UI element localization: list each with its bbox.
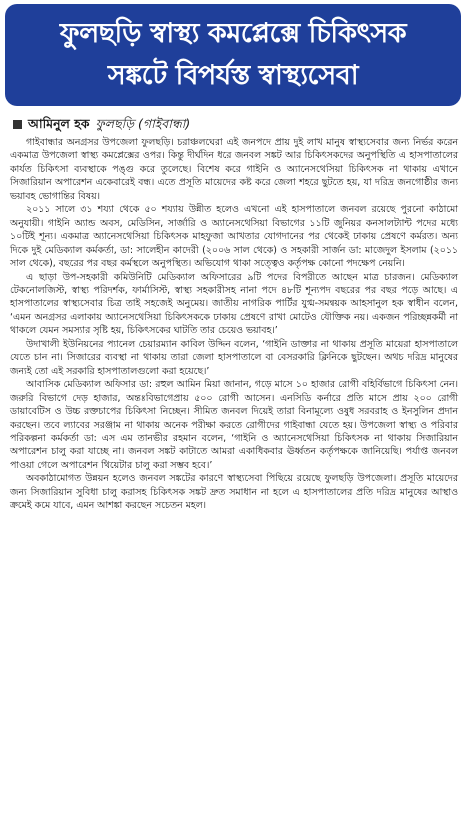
- dateline-location: ফুলছড়ি (গাইবান্ধা): [95, 116, 191, 131]
- paragraph-3: এ ছাড়া উপ-সহকারী কমিউনিটি মেডিক্যাল অফিসারের ৯টি পদের বিপরীতে আছেন মাত্র চারজন। মেডিক্যাল টেকনোলজিস্ট, স্বাস্থ্য পরিদর্শক, ফার্মাসিস্ট, স্বাস্থ্য সহকারীসহ নানা পদে ৪৮টি শূন্যপদ বছরের পর বছর পড়ে আছে। এ হাসপাতালের স্বাস্থ্যসেবার চিত্র তাই সহজেই অনুমেয়। জাতীয় নাগরিক পার্টির যুগ্ম-সমন্বয়ক আহসানুল হক স্বাধীন বলেন, ‘এমন অনগ্রসর এলাকায় অ্যানেসথেসিয়া চিকিৎসককে ঢাকায় প্রেষণে রাখা মোটেও যৌক্তিক নয়। একজন পরিচ্ছন্নকর্মী না থাকলে যেমন সমস্যার সৃষ্টি হয়, চিকিৎসকের ঘাটতি তার চেয়েও ভয়াবহ।’: [10, 271, 458, 337]
- paragraph-5: আবাসিক মেডিক্যাল অফিসার ডা: রহুল আমিন মিয়া জানান, গড়ে মাসে ১০ হাজার রোগী বহির্বিভাগে চিকিৎসা নেন। জরুরি বিভাগে দেড় হাজার, অন্তঃবিভাগেপ্রায় ৫০০ রোগী আসেন। এনসিডি কর্নারে প্রতি মাসে প্রায় ২০০ রোগী ডায়াবেটিস ও উচ্চ রক্তচাপের চিকিৎসা নিচ্ছেন। সীমিত জনবল দিয়েই তারা বিনামূল্যে ওষুধ সরবরাহ ও ইনসুলিন প্রদান করছেন। তবে ল্যাবের সরঞ্জাম না থাকায় অনেক পরীক্ষা করতে রোগীদের গাইবান্ধা যেতে হয়। উপজেলা স্বাস্থ্য ও পরিবার পরিকল্পনা কর্মকর্তা ডা: এস এম তানভীর রহমান বলেন, ‘গাইনি ও অ্যানেসথেসিয়া চিকিৎসক না থাকায় সিজারিয়ান অপারেশন চালু করা যাচ্ছে না। জনবল সঙ্কট কাটাতে আমরা একাধিকবার ঊর্ধ্বতন কর্তৃপক্ষকে জানিয়েছি। পর্যাপ্ত জনবল পাওয়া গেলে অপারেশন থিয়েটার চালু করা সম্ভব হবে।’: [10, 379, 458, 471]
- article-body: [5, 136, 461, 513]
- paragraph-4: উদাখালী ইউনিয়নের প্যানেল চেয়ারম্যান কাবিল উদ্দিন বলেন, ‘গাইনি ডাক্তার না থাকায় প্রসূতি মায়েরা হাসপাতালে যেতে চান না। সিজারের ব্যবস্থা না থাকায় তারা জেলা হাসপাতালে বা বেসরকারি ক্লিনিকে ছুটছেন। অথচ দরিদ্র মানুষের জন্যই তো এই সরকারি হাসপাতালগুলো করা হয়েছে।’: [10, 338, 458, 377]
- square-bullet-icon: [13, 120, 22, 129]
- news-clipping: [0, 4, 466, 831]
- headline-banner: [5, 4, 461, 106]
- headline-line-2: সঙ্কটে বিপর্যস্ত স্বাস্থ্যসেবা: [107, 59, 359, 91]
- paragraph-1: গাইবান্ধার অনগ্রসর উপজেলা ফুলছড়ি। চরাঞ্চলঘেরা এই জনপদে প্রায় দুই লাখ মানুষ স্বাস্থ্যসেবার জন্য নির্ভর করেন একমাত্র উপজেলা স্বাস্থ্য কমপ্লেক্সের ওপর। কিন্তু দীর্ঘদিন ধরে জনবল সঙ্কট আর চিকিৎসকদের অনুপস্থিতি এ হাসপাতালের কার্যত চিকিৎসা ব্যবস্থাকে পঙ্গু করে তুলেছে। বিশেষ করে গাইনি ও অ্যানেসথেসিয়া চিকিৎসক না থাকায় এখানে সিজারিয়ান অপারেশন একেবারেই বন্ধ। এতে প্রসূতি মায়েদের কষ্ট করে জেলা শহরে ছুটতে হয়, যা দরিদ্র জনগোষ্ঠীর জন্য ভয়াবহ ভোগান্তির বিষয়।: [10, 137, 458, 202]
- author-name: আমিনুল হক: [28, 116, 90, 131]
- byline: [13, 115, 461, 133]
- paragraph-6: অবকাঠামোগত উন্নয়ন হলেও জনবল সঙ্কটের কারণে স্বাস্থ্যসেবা পিছিয়ে রয়েছে ফুলছড়ি উপজেলা। প্রসূতি মায়েদের জন্য সিজারিয়ান সুবিধা চালু করাসহ চিকিৎসক সঙ্কট দ্রুত সমাধান না হলে এ হাসপাতালের প্রতি দরিদ্র মানুষের আস্থাও ক্রমেই কমে যাবে, এমন আশঙ্কা করছেন সচেতন মহল।: [10, 473, 458, 512]
- headline-line-1: ফুলছড়ি স্বাস্থ্য কমপ্লেক্সে চিকিৎসক: [59, 17, 407, 49]
- paragraph-2: ২০১১ সালে ৩১ শয্যা থেকে ৫০ শয্যায় উন্নীত হলেও এখনো এই হাসপাতালে জনবল রয়েছে পুরনো কাঠামো অনুযায়ী। গাইনি অ্যান্ড অবস, মেডিসিন, সার্জারি ও অ্যানেসথেসিয়া বিভাগের ১১টি জুনিয়র কনসালট্যান্ট পদের মধ্যে ১০টিই শূন্য। একমাত্র অ্যানেসথেসিয়া চিকিৎসক মাহফুজা আখতার যোগদানের পর থেকেই ঢাকায় প্রেষণে কর্মরত। অন্য দিকে দুই মেডিক্যাল কর্মকর্তা, ডা: সালেহীন কাদেরী (২০০৬ সাল থেকে) ও সহকারী সার্জন ডা: মাজেদুল ইসলাম (২০১১ সাল থেকে), বছরের পর বছর কর্মস্থলে অনুপস্থিত। অভিযোগ থাকা সত্ত্বেও কর্তৃপক্ষ কোনো পদক্ষেপ নেয়নি।: [10, 204, 458, 270]
